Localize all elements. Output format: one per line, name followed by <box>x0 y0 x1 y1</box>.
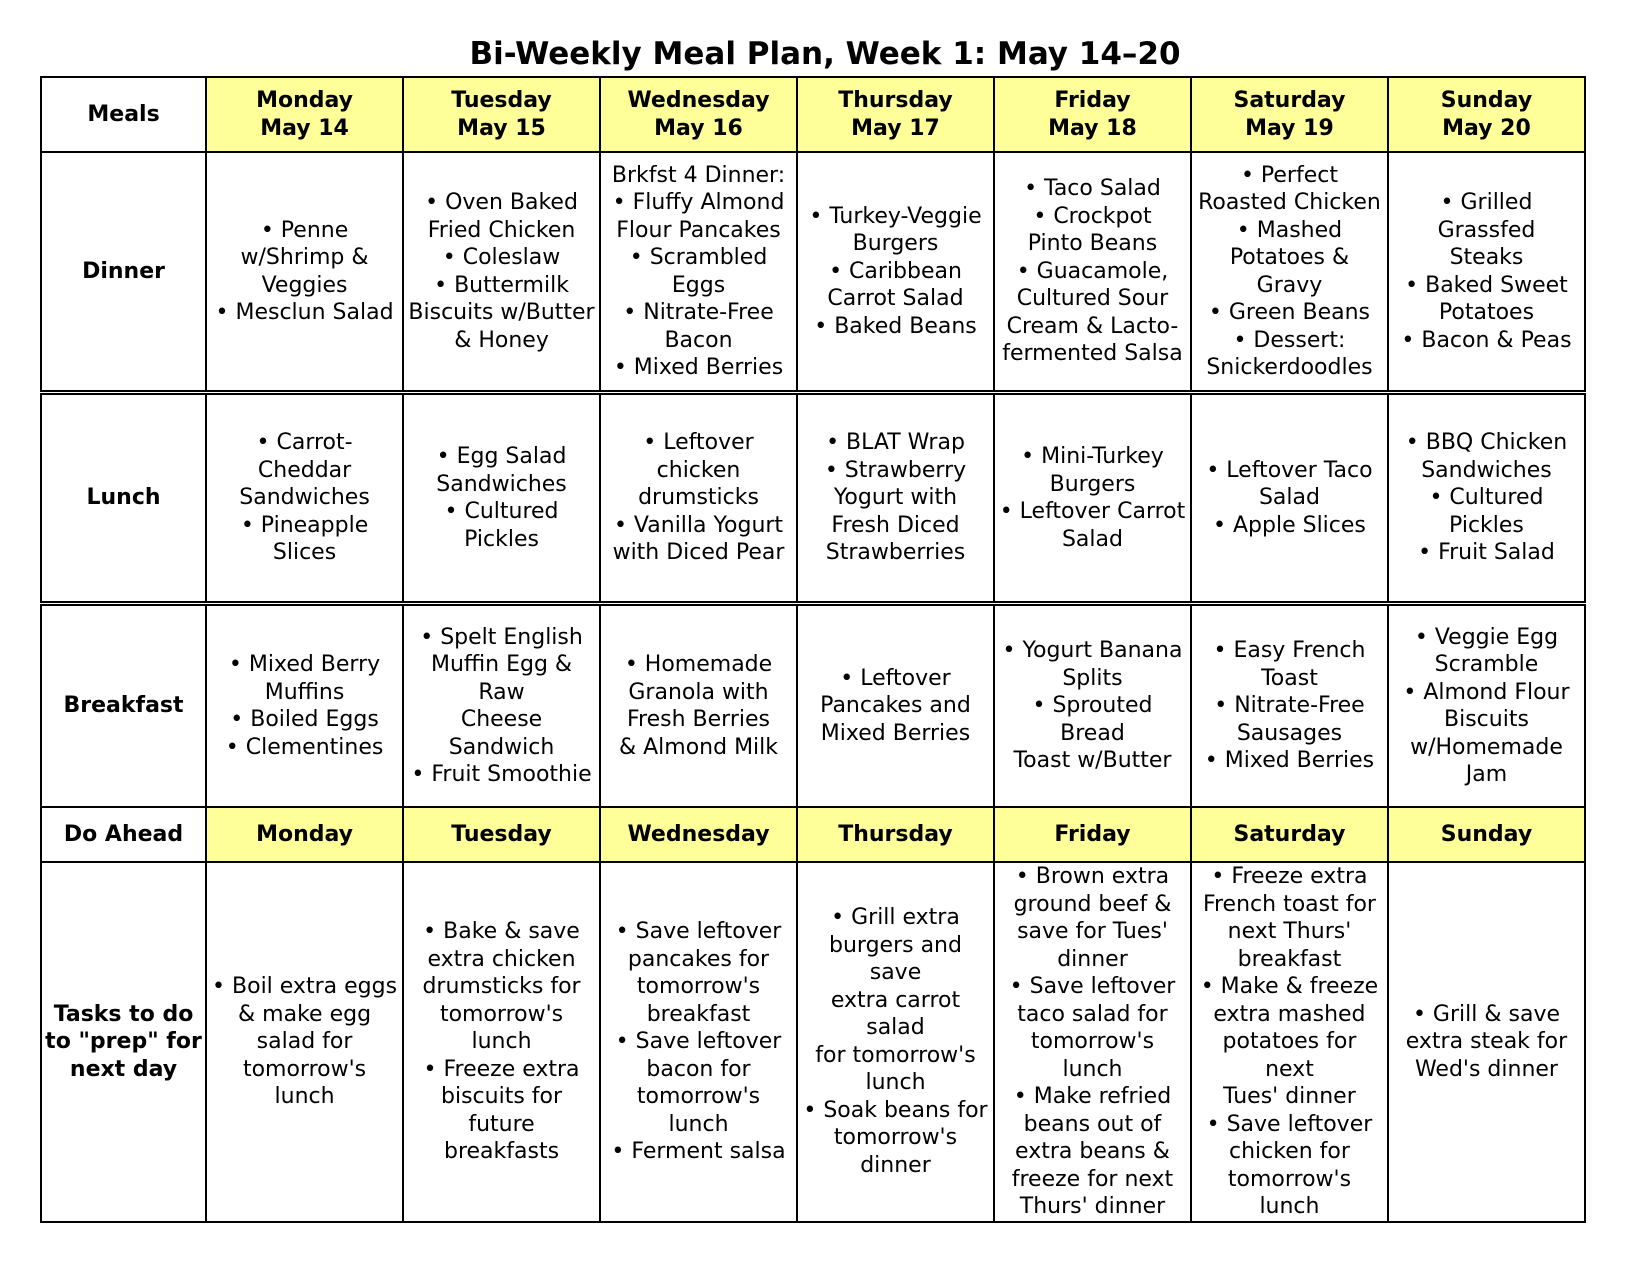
cell-line: chicken for <box>1228 1139 1350 1164</box>
cell-line: extra steak for <box>1405 1029 1568 1054</box>
cell-line: • Boiled Eggs <box>230 707 379 732</box>
cell-line: Sausages <box>1236 720 1343 746</box>
header-day-thursday <box>797 77 994 152</box>
cell-line: • Fruit Salad <box>1418 540 1555 566</box>
lunch-cell <box>797 393 994 604</box>
header-day-saturday <box>1191 77 1388 152</box>
cell-line: Flour Pancakes <box>616 217 781 243</box>
lunch-cell <box>994 393 1191 604</box>
task-cell <box>1388 862 1585 1222</box>
cell-line: Cream & Lacto- <box>1006 313 1179 339</box>
cell-line: Brkfst 4 Dinner: <box>611 162 786 188</box>
cell-line: Salad <box>1061 526 1123 552</box>
tasks-label <box>41 862 206 1222</box>
cell-line: Potatoes & Gravy <box>1229 245 1350 298</box>
cell-line: • Buttermilk <box>434 272 569 298</box>
cell-line: • Leftover <box>643 430 754 456</box>
cell-line: • Grill & save <box>1412 1001 1560 1027</box>
cell-line: Pancakes and <box>820 693 971 719</box>
breakfast-row <box>41 604 1585 808</box>
cell-line: tomorrow's <box>636 974 761 999</box>
cell-line: Sandwiches <box>436 471 567 497</box>
cell-line: dinner <box>1057 946 1128 972</box>
cell-line: • Leftover Taco <box>1206 457 1373 483</box>
header-day-date: May 20 <box>1442 115 1531 141</box>
do-ahead-day-saturday: Saturday <box>1191 807 1388 862</box>
cell-line: Muffins <box>264 679 345 705</box>
cell-line: • Boil extra eggs <box>212 974 398 999</box>
cell-line: & Honey <box>454 327 549 353</box>
cell-line: extra mashed <box>1213 1001 1366 1027</box>
cell-line: • Save leftover <box>1009 974 1176 999</box>
breakfast-cell <box>600 604 797 808</box>
do-ahead-day-wednesday: Wednesday <box>600 807 797 862</box>
cell-line: Bacon <box>664 327 733 353</box>
cell-line: • Vanilla Yogurt <box>613 512 784 538</box>
cell-line: • Mesclun Salad <box>215 300 394 325</box>
cell-line: • Nitrate-Free <box>623 300 774 325</box>
cell-line: Sandwiches <box>1421 457 1552 483</box>
cell-line: • Oven Baked <box>425 190 578 215</box>
cell-line: next Thurs' <box>1227 919 1352 944</box>
cell-line: • BBQ Chicken <box>1405 430 1568 456</box>
cell-line: salad for <box>256 1029 353 1054</box>
header-day-date: May 15 <box>457 115 546 141</box>
cell-line: Wed's dinner <box>1414 1056 1558 1082</box>
cell-line: • Freeze extra <box>423 1056 580 1082</box>
cell-line: Splits <box>1062 665 1123 691</box>
cell-line: • Caribbean <box>829 258 962 284</box>
cell-line: & make egg <box>238 1001 372 1027</box>
cell-line: • Make & freeze <box>1200 974 1379 999</box>
header-day-name: Saturday <box>1233 88 1346 113</box>
cell-line: • Cultured <box>444 499 559 524</box>
header-day-date: May 17 <box>851 115 940 141</box>
cell-line: • Spelt English <box>420 624 583 650</box>
cell-line: Fresh Berries <box>627 707 770 732</box>
cell-line: • Taco Salad <box>1024 176 1161 202</box>
cell-line: tomorrow's lunch <box>1030 1029 1155 1082</box>
do-ahead-label: Do Ahead <box>41 807 206 862</box>
cell-line: Salad <box>1258 485 1320 511</box>
dinner-cell <box>994 152 1191 393</box>
cell-line: Cheese Sandwich <box>448 707 555 760</box>
cell-line: drumsticks <box>638 485 759 511</box>
cell-line: • Yogurt Banana <box>1002 638 1183 664</box>
dinner-cell <box>1388 152 1585 393</box>
cell-line: • Cultured Pickles <box>1429 485 1544 538</box>
cell-line: • Egg Salad <box>436 444 567 469</box>
cell-line: • BLAT Wrap <box>826 430 965 456</box>
header-day-name: Friday <box>1054 88 1131 113</box>
lunch-cell <box>403 393 600 604</box>
breakfast-cell <box>403 604 600 808</box>
cell-line: Eggs <box>671 272 726 298</box>
cell-line: Carrot Salad <box>827 286 964 312</box>
cell-line: • Apple Slices <box>1213 512 1366 538</box>
cell-line: • Save leftover <box>615 1029 782 1054</box>
cell-line: pancakes for <box>627 946 770 972</box>
cell-line: • Easy French <box>1213 638 1366 664</box>
header-day-sunday <box>1388 77 1585 152</box>
cell-line: • Crockpot <box>1033 203 1152 229</box>
header-day-name: Wednesday <box>627 88 770 113</box>
cell-line: French toast for <box>1202 891 1376 917</box>
breakfast-cell <box>1191 604 1388 808</box>
cell-line: save for Tues' <box>1017 919 1168 944</box>
cell-line: • Strawberry <box>824 457 967 483</box>
tasks-row <box>41 862 1585 1222</box>
cell-line: • Make refried <box>1013 1084 1172 1109</box>
cell-line: tomorrow's lunch <box>242 1056 367 1109</box>
cell-line: Snickerdoodles <box>1206 355 1373 380</box>
header-day-date: May 14 <box>260 115 349 141</box>
cell-line: • Penne <box>260 217 349 243</box>
cell-line: lunch <box>865 1070 926 1096</box>
dinner-label: Dinner <box>41 152 206 393</box>
cell-line: Veggies <box>261 272 348 298</box>
cell-line: fermented Salsa <box>1002 341 1183 367</box>
cell-line: tomorrow's <box>833 1125 958 1151</box>
header-day-date: May 16 <box>654 115 743 141</box>
do-ahead-day-monday: Monday <box>206 807 403 862</box>
do-ahead-day-friday: Friday <box>994 807 1191 862</box>
cell-line: • Dessert: <box>1233 327 1346 353</box>
lunch-cell <box>206 393 403 604</box>
header-day-friday <box>994 77 1191 152</box>
lunch-cell <box>1388 393 1585 604</box>
cell-line: • Mashed <box>1236 217 1343 243</box>
cell-line: beans out of <box>1023 1111 1162 1137</box>
cell-line: Toast w/Butter <box>1013 748 1172 774</box>
cell-line: Yogurt with <box>833 485 958 511</box>
cell-line: Pickles <box>464 526 539 552</box>
cell-line: Burgers <box>852 231 939 257</box>
cell-line: • Baked Beans <box>814 313 977 339</box>
dinner-cell <box>1191 152 1388 393</box>
cell-line: • Mixed Berries <box>613 355 784 380</box>
cell-line: • Coleslaw <box>442 245 561 270</box>
cell-line: Thurs' dinner <box>1019 1194 1166 1219</box>
cell-line: extra chicken <box>427 946 576 972</box>
cell-line: taco salad for <box>1017 1001 1168 1027</box>
cell-line: • Grill extra <box>831 905 960 931</box>
lunch-cell <box>1191 393 1388 604</box>
dinner-row <box>41 152 1585 393</box>
cell-line: Roasted Chicken <box>1198 190 1381 215</box>
cell-line: dinner <box>860 1152 931 1178</box>
cell-line: • Save leftover <box>1206 1111 1373 1137</box>
breakfast-label: Breakfast <box>41 604 206 808</box>
cell-line: • Guacamole, <box>1016 258 1169 284</box>
do-ahead-header-row <box>41 807 1585 862</box>
task-cell <box>1191 862 1388 1222</box>
cell-line: Fresh Diced <box>831 512 960 538</box>
cell-line: • Sprouted Bread <box>1032 693 1153 746</box>
cell-line: • Leftover Carrot <box>999 499 1186 524</box>
cell-line: biscuits for future <box>441 1084 563 1137</box>
cell-line: Cultured Sour <box>1016 286 1169 312</box>
do-ahead-day-sunday: Sunday <box>1388 807 1585 862</box>
cell-line: tomorrow's lunch <box>1227 1166 1352 1219</box>
meal-plan-table <box>40 76 1586 1223</box>
cell-line: Fried Chicken <box>427 217 576 243</box>
dinner-cell <box>797 152 994 393</box>
task-cell <box>797 862 994 1222</box>
cell-line: • Brown extra <box>1015 864 1170 889</box>
cell-line: Slices <box>272 540 337 566</box>
cell-line: Biscuits w/Butter <box>408 300 595 325</box>
cell-line: extra beans & <box>1015 1139 1170 1164</box>
page-title: Bi-Weekly Meal Plan, Week 1: May 14–20 <box>469 36 1181 72</box>
cell-line: next day <box>69 1056 178 1082</box>
cell-line: tomorrow's lunch <box>636 1084 761 1137</box>
cell-line: • Turkey-Veggie <box>809 203 982 229</box>
cell-line: Granola with <box>628 679 769 705</box>
cell-line: Pinto Beans <box>1027 231 1158 257</box>
cell-line: • Bake & save <box>423 919 580 944</box>
do-ahead-day-thursday: Thursday <box>797 807 994 862</box>
cell-line: • Baked Sweet <box>1405 272 1568 298</box>
dinner-cell <box>403 152 600 393</box>
cell-line: breakfast <box>1237 946 1342 972</box>
cell-line: Sandwiches <box>239 485 370 511</box>
cell-line: • Freeze extra <box>1211 864 1368 889</box>
cell-line: Scramble <box>1434 652 1539 677</box>
cell-line: • Scrambled <box>629 245 768 270</box>
task-cell <box>403 862 600 1222</box>
breakfast-cell <box>797 604 994 808</box>
header-row <box>41 77 1585 152</box>
cell-line: • Mixed Berries <box>1204 748 1375 774</box>
cell-line: Steaks <box>1449 245 1524 270</box>
cell-line: • Veggie Egg <box>1414 624 1559 650</box>
cell-line: Tasks to do <box>53 1001 194 1027</box>
cell-line: • Soak beans for <box>803 1097 988 1123</box>
cell-line: breakfasts <box>443 1139 560 1164</box>
cell-line: Strawberries <box>825 540 966 566</box>
cell-line: Potatoes <box>1438 300 1535 325</box>
task-cell <box>206 862 403 1222</box>
breakfast-cell <box>994 604 1191 808</box>
dinner-cell <box>600 152 797 393</box>
header-day-monday <box>206 77 403 152</box>
cell-line: Jam <box>1465 762 1508 787</box>
cell-line: • Grilled Grassfed <box>1437 190 1536 243</box>
header-day-name: Thursday <box>838 88 953 113</box>
cell-line: w/Homemade <box>1410 734 1563 760</box>
cell-line: Tues' dinner <box>1223 1084 1356 1109</box>
cell-line: Mixed Berries <box>820 720 971 746</box>
cell-line: • Ferment salsa <box>611 1139 786 1164</box>
cell-line: Toast <box>1261 665 1318 691</box>
cell-line: with Diced Pear <box>612 540 785 566</box>
lunch-row <box>41 393 1585 604</box>
cell-line: • Nitrate-Free <box>1214 693 1365 719</box>
cell-line: • Leftover <box>840 665 951 691</box>
cell-line: for tomorrow's <box>815 1042 976 1068</box>
breakfast-cell <box>206 604 403 808</box>
dinner-cell <box>206 152 403 393</box>
cell-line: • Pineapple <box>240 512 369 538</box>
header-day-date: May 18 <box>1048 115 1137 141</box>
cell-line: • Green Beans <box>1208 300 1371 325</box>
cell-line: to "prep" for <box>45 1029 202 1054</box>
cell-line: • Homemade <box>624 652 773 677</box>
cell-line: bacon for <box>646 1056 751 1082</box>
meals-header-cell: Meals <box>41 77 206 152</box>
cell-line: Burgers <box>1049 471 1136 497</box>
cell-line: • Almond Flour <box>1403 679 1570 705</box>
cell-line: w/Shrimp & <box>240 245 369 270</box>
cell-line: • Bacon & Peas <box>1401 327 1572 353</box>
header-day-name: Tuesday <box>451 88 552 113</box>
cell-line: & Almond Milk <box>618 734 779 760</box>
cell-line: chicken <box>656 457 741 483</box>
header-day-tuesday <box>403 77 600 152</box>
cell-line: • Perfect <box>1240 162 1338 188</box>
cell-line: • Fruit Smoothie <box>411 762 592 787</box>
cell-line: Biscuits <box>1444 707 1529 732</box>
cell-line: drumsticks for <box>422 974 581 999</box>
header-day-wednesday <box>600 77 797 152</box>
lunch-cell <box>600 393 797 604</box>
cell-line: breakfast <box>646 1001 751 1027</box>
cell-line: • Carrot-Cheddar <box>256 430 353 483</box>
breakfast-cell <box>1388 604 1585 808</box>
cell-line: • Mini-Turkey <box>1021 444 1164 469</box>
cell-line: extra carrot salad <box>830 987 961 1041</box>
cell-line: tomorrow's lunch <box>439 1001 564 1054</box>
lunch-label: Lunch <box>41 393 206 604</box>
task-cell <box>994 862 1191 1222</box>
task-cell <box>600 862 797 1222</box>
cell-line: Muffin Egg & Raw <box>430 652 573 705</box>
cell-line: • Save leftover <box>615 919 782 944</box>
header-day-name: Sunday <box>1440 88 1533 113</box>
cell-line: freeze for next <box>1011 1166 1174 1192</box>
cell-line: ground beef & <box>1013 891 1172 917</box>
header-day-date: May 19 <box>1245 115 1334 141</box>
cell-line: • Mixed Berry <box>228 652 381 677</box>
cell-line: • Fluffy Almond <box>612 190 785 215</box>
header-day-name: Monday <box>256 88 353 113</box>
do-ahead-day-tuesday: Tuesday <box>403 807 600 862</box>
cell-line: burgers and save <box>829 932 962 986</box>
cell-line: potatoes for next <box>1222 1029 1357 1082</box>
cell-line: • Clementines <box>225 734 384 760</box>
